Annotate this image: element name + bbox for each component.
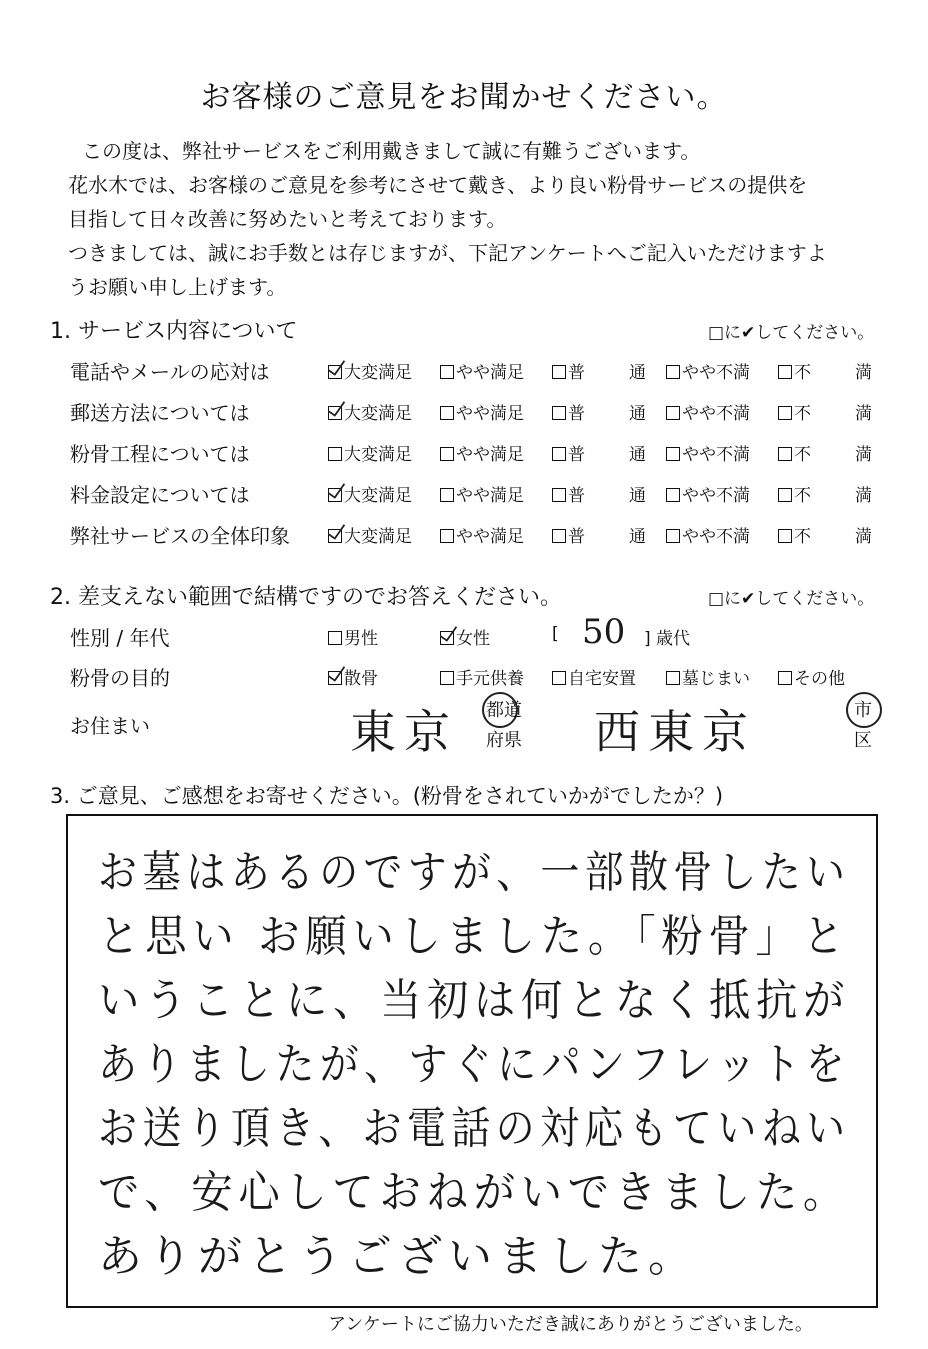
section1-check-note: □に✔してください。	[708, 323, 875, 343]
intro-line: この度は、弊社サービスをご利用戴きまして誠に有難うございます。	[82, 139, 701, 163]
intro-line: 花水木では、お客様のご意見を参考にさせて戴き、より良い粉骨サービスの提供を	[68, 173, 808, 197]
neutral-option[interactable]: 普通	[552, 522, 690, 547]
purpose-option[interactable]: 墓じまい	[666, 664, 750, 689]
pref-suffix-top: 都道	[486, 700, 522, 721]
somewhat-satisfied-option[interactable]: やや満足	[440, 358, 524, 383]
gender-age-row	[70, 612, 890, 658]
somewhat-dissatisfied-checkbox[interactable]	[666, 447, 680, 461]
address-row	[70, 700, 890, 770]
satisfaction-row	[70, 479, 916, 515]
gender-male-option[interactable]: 男性	[328, 624, 378, 649]
purpose-checkbox[interactable]	[666, 671, 680, 685]
satisfaction-row	[70, 356, 916, 392]
satisfaction-row-label: 料金設定については	[70, 483, 250, 507]
purpose-option[interactable]: 手元供養	[440, 664, 524, 689]
purpose-checkbox[interactable]	[552, 671, 566, 685]
gender-age-label: 性別 / 年代	[70, 626, 170, 650]
purpose-label: 粉骨の目的	[70, 666, 170, 690]
comment-line: ありましたが、すぐにパンフレットを	[98, 1039, 851, 1090]
purpose-option[interactable]: その他	[778, 664, 845, 689]
somewhat-satisfied-option[interactable]: やや満足	[440, 440, 524, 465]
comment-line: お送り頂き、お電話の対応もていねい	[98, 1103, 851, 1154]
female-checkbox[interactable]	[440, 631, 454, 645]
very-satisfied-option[interactable]: 大変満足	[328, 358, 412, 383]
satisfaction-row-label: 粉骨工程については	[70, 442, 250, 466]
somewhat-dissatisfied-checkbox[interactable]	[666, 529, 680, 543]
satisfaction-row-label: 郵送方法については	[70, 401, 250, 425]
somewhat-satisfied-checkbox[interactable]	[440, 447, 454, 461]
somewhat-dissatisfied-checkbox[interactable]	[666, 365, 680, 379]
somewhat-satisfied-checkbox[interactable]	[440, 365, 454, 379]
very-satisfied-option[interactable]: 大変満足	[328, 481, 412, 506]
dissatisfied-option[interactable]: 不満	[778, 440, 916, 465]
neutral-option[interactable]: 普通	[552, 481, 690, 506]
city-value[interactable]: 西東京	[594, 705, 756, 759]
prefecture-value[interactable]: 東京	[350, 705, 458, 759]
purpose-row	[70, 662, 890, 698]
dissatisfied-option[interactable]: 不満	[778, 358, 916, 383]
dissatisfied-option[interactable]: 不満	[778, 399, 916, 424]
age-value[interactable]: 50	[582, 612, 626, 652]
somewhat-satisfied-checkbox[interactable]	[440, 406, 454, 420]
somewhat-satisfied-option[interactable]: やや満足	[440, 399, 524, 424]
somewhat-satisfied-option[interactable]: やや満足	[440, 522, 524, 547]
somewhat-dissatisfied-option[interactable]: やや不満	[666, 440, 750, 465]
city-suffix-bottom: 区	[854, 730, 872, 751]
somewhat-satisfied-checkbox[interactable]	[440, 488, 454, 502]
pref-suffix-bottom: 府県	[486, 730, 522, 751]
somewhat-dissatisfied-option[interactable]: やや不満	[666, 358, 750, 383]
age-bracket-close: ] 歳代	[644, 629, 691, 649]
somewhat-satisfied-checkbox[interactable]	[440, 529, 454, 543]
somewhat-dissatisfied-checkbox[interactable]	[666, 406, 680, 420]
comment-line: お墓はあるのですが、一部散骨したい	[98, 847, 851, 898]
satisfaction-row	[70, 397, 916, 433]
purpose-option[interactable]: 散骨	[328, 664, 378, 689]
neutral-checkbox[interactable]	[552, 365, 566, 379]
neutral-option[interactable]: 普通	[552, 399, 690, 424]
comment-line: で、安心しておねがいできました。	[98, 1167, 850, 1218]
comment-line: いうことに、当初は何となく抵抗が	[98, 975, 850, 1026]
purpose-option[interactable]: 自宅安置	[552, 664, 636, 689]
male-checkbox[interactable]	[328, 631, 342, 645]
dissatisfied-checkbox[interactable]	[778, 529, 792, 543]
address-label: お住まい	[70, 714, 150, 738]
dissatisfied-checkbox[interactable]	[778, 447, 792, 461]
somewhat-dissatisfied-checkbox[interactable]	[666, 488, 680, 502]
neutral-checkbox[interactable]	[552, 406, 566, 420]
neutral-option[interactable]: 普通	[552, 440, 690, 465]
very-satisfied-checkbox[interactable]	[328, 365, 342, 379]
page-title: お客様のご意見をお聞かせください。	[200, 80, 728, 115]
intro-line: うお願い申し上げます。	[68, 275, 287, 299]
section2-check-note: □に✔してください。	[708, 589, 875, 609]
very-satisfied-option[interactable]: 大変満足	[328, 522, 412, 547]
neutral-option[interactable]: 普通	[552, 358, 690, 383]
gender-female-option[interactable]: 女性	[440, 624, 490, 649]
dissatisfied-option[interactable]: 不満	[778, 481, 916, 506]
very-satisfied-checkbox[interactable]	[328, 529, 342, 543]
section2-heading: 2. 差支えない範囲で結構ですのでお答えください。	[50, 585, 562, 610]
somewhat-dissatisfied-option[interactable]: やや不満	[666, 522, 750, 547]
somewhat-satisfied-option[interactable]: やや満足	[440, 481, 524, 506]
very-satisfied-option[interactable]: 大変満足	[328, 440, 412, 465]
intro-text	[68, 134, 888, 304]
neutral-checkbox[interactable]	[552, 529, 566, 543]
purpose-checkbox[interactable]	[440, 671, 454, 685]
dissatisfied-checkbox[interactable]	[778, 406, 792, 420]
dissatisfied-option[interactable]: 不満	[778, 522, 916, 547]
comment-line: ありがとうございました。	[98, 1231, 698, 1282]
very-satisfied-checkbox[interactable]	[328, 488, 342, 502]
very-satisfied-option[interactable]: 大変満足	[328, 399, 412, 424]
dissatisfied-checkbox[interactable]	[778, 365, 792, 379]
satisfaction-row-label: 弊社サービスの全体印象	[70, 524, 290, 548]
comment-line: と思い お願いしました。「粉骨」と	[98, 911, 850, 962]
city-suffix-top: 市	[854, 700, 872, 721]
section1-heading: 1. サービス内容について	[50, 319, 298, 344]
somewhat-dissatisfied-option[interactable]: やや不満	[666, 481, 750, 506]
purpose-checkbox[interactable]	[778, 671, 792, 685]
very-satisfied-checkbox[interactable]	[328, 406, 342, 420]
neutral-checkbox[interactable]	[552, 488, 566, 502]
intro-line: つきましては、誠にお手数とは存じますが、下記アンケートへご記入いただけますよ	[68, 241, 827, 265]
age-bracket-open: [	[552, 624, 559, 644]
satisfaction-row	[70, 438, 916, 474]
neutral-checkbox[interactable]	[552, 447, 566, 461]
somewhat-dissatisfied-option[interactable]: やや不満	[666, 399, 750, 424]
satisfaction-row	[70, 520, 916, 556]
dissatisfied-checkbox[interactable]	[778, 488, 792, 502]
footer-thanks: アンケートにご協力いただき誠にありがとうございました。	[328, 1314, 813, 1335]
intro-line: 目指して日々改善に努めたいと考えております。	[68, 207, 507, 231]
comment-box[interactable]	[66, 814, 878, 1308]
section3-heading: 3. ご意見、ご感想をお寄せください。(粉骨をされていかがでしたか？)	[50, 784, 724, 808]
satisfaction-row-label: 電話やメールの応対は	[70, 360, 270, 384]
very-satisfied-checkbox[interactable]	[328, 447, 342, 461]
purpose-checkbox[interactable]	[328, 671, 342, 685]
